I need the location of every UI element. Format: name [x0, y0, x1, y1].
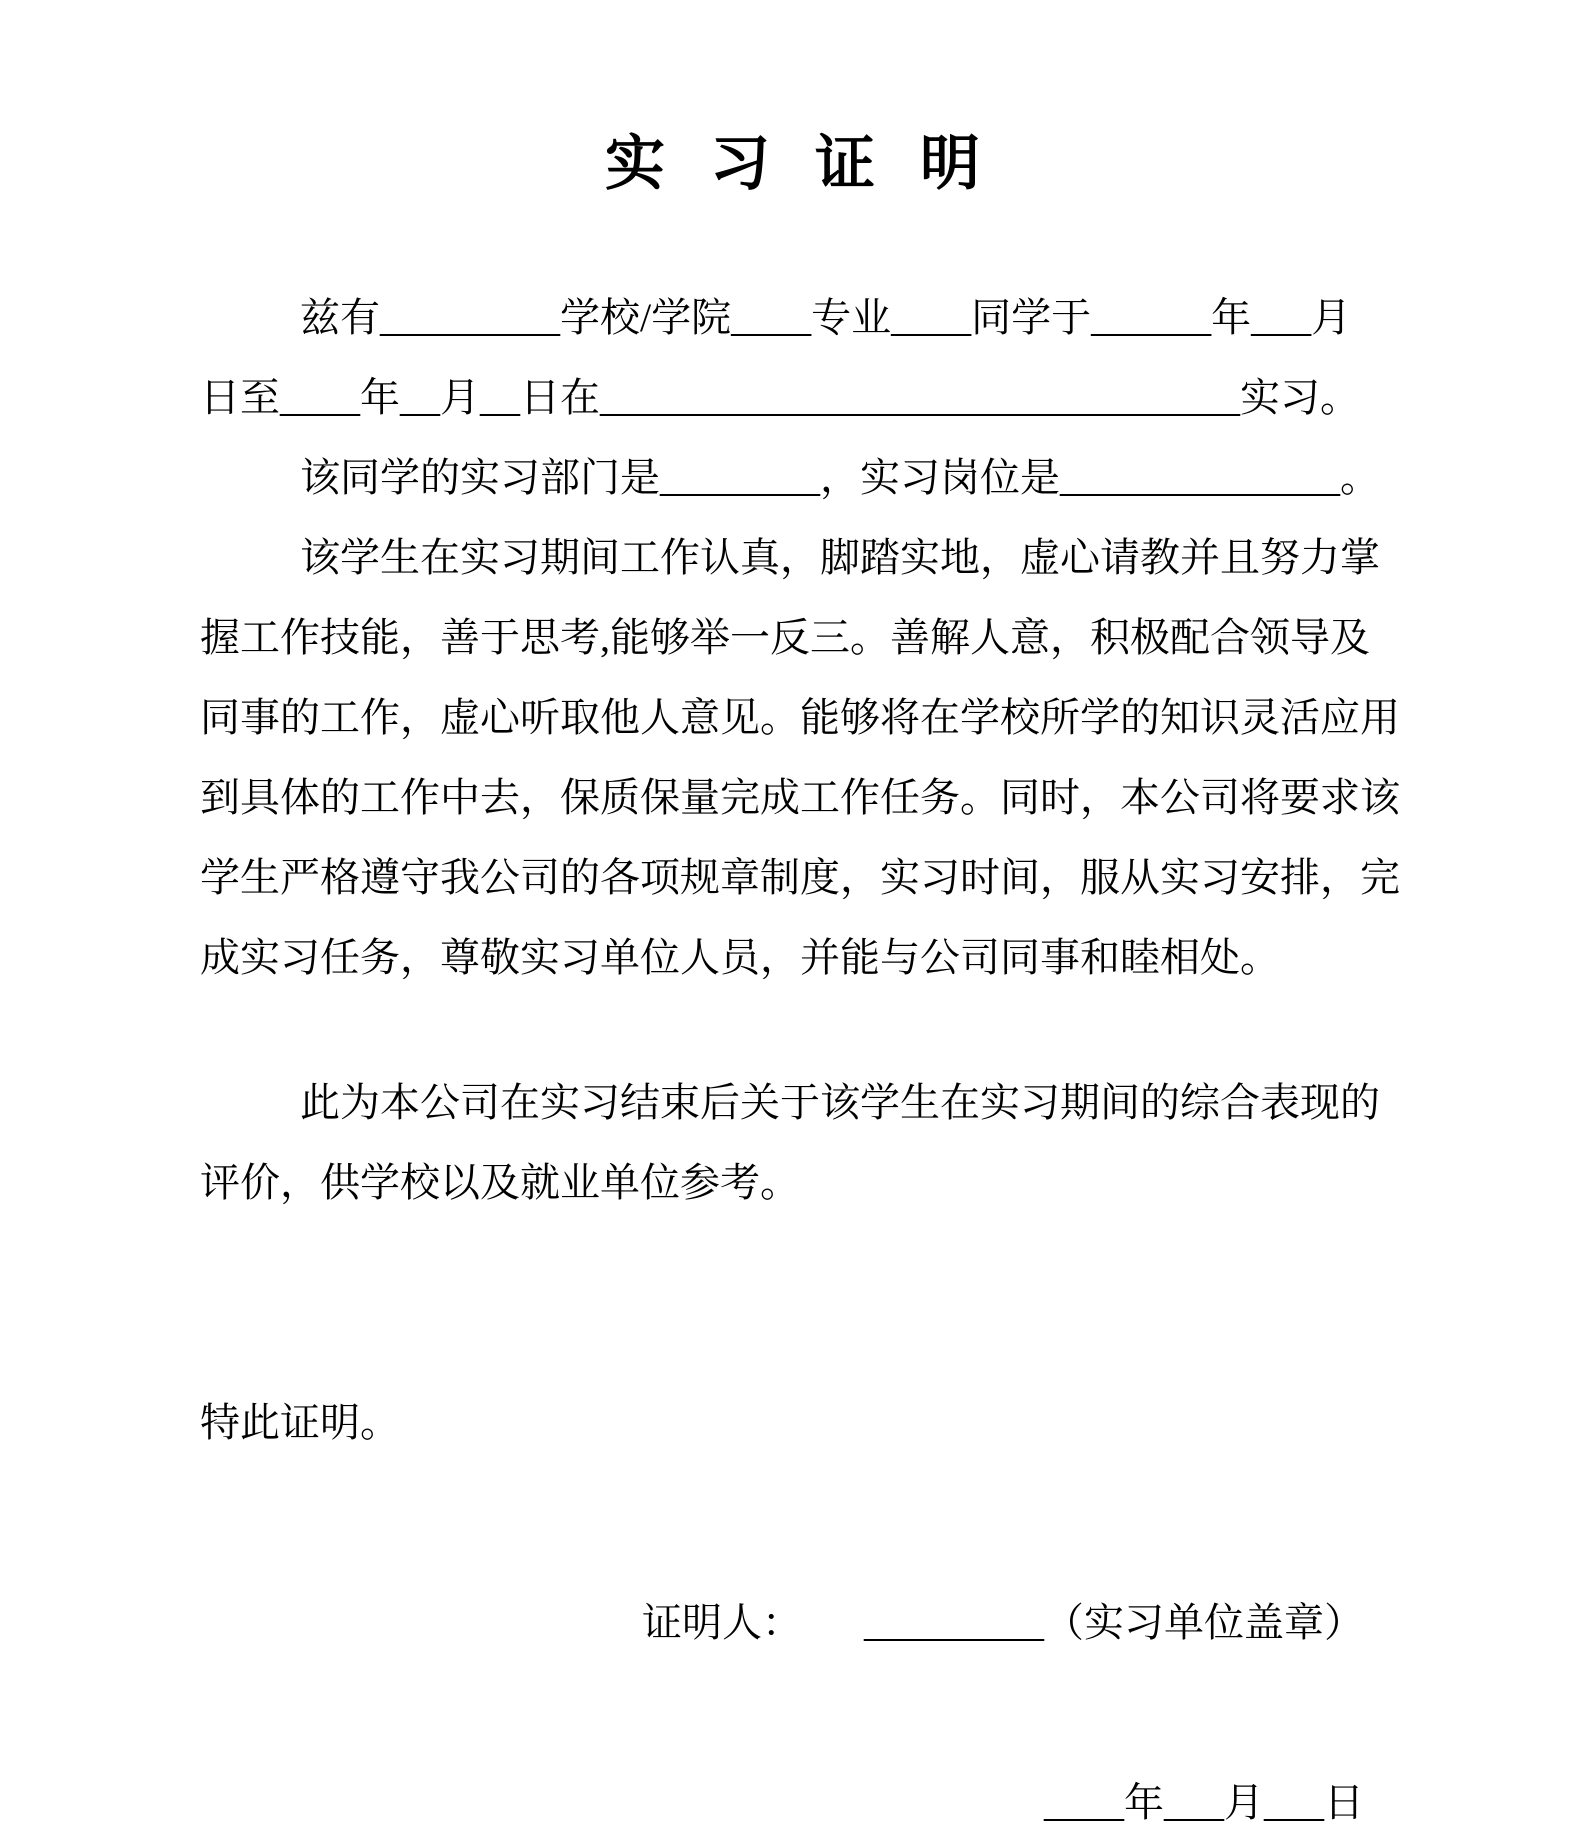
- evaluation-paragraph: [200, 518, 1400, 998]
- intro-line-2: 日至____年__月__日在________________________________实习。: [200, 375, 1360, 420]
- summary-line: 此为本公司在实习结束后关于该学生在实习期间的综合表现的: [300, 1080, 1380, 1125]
- summary-line: 评价，供学校以及就业单位参考。: [200, 1160, 800, 1205]
- intro-paragraph: [200, 278, 1400, 438]
- evaluation-line: 成实习任务，尊敬实习单位人员，并能与公司同事和睦相处。: [200, 935, 1280, 980]
- evaluation-line: 握工作技能，善于思考,能够举一反三。善解人意，积极配合领导及: [200, 615, 1370, 660]
- intro-line-1: 兹有_________学校/学院____专业____同学于______年___月: [300, 295, 1352, 340]
- evaluation-line: 该学生在实习期间工作认真，脚踏实地，虚心请教并且努力掌: [300, 535, 1380, 580]
- summary-paragraph: [200, 1063, 1400, 1223]
- evaluation-line: 到具体的工作中去，保质保量完成工作任务。同时，本公司将要求该: [200, 775, 1400, 820]
- signature-line: [200, 1583, 1400, 1663]
- closing-block: [200, 1383, 1400, 1463]
- closing-line: 特此证明。: [200, 1400, 400, 1445]
- date-line: ____年___月___日: [1044, 1780, 1364, 1825]
- evaluation-line: 学生严格遵守我公司的各项规章制度，实习时间，服从实习安排，完: [200, 855, 1400, 900]
- position-line: 该同学的实习部门是________，实习岗位是______________。: [300, 455, 1380, 500]
- evaluation-line: 同事的工作，虚心听取他人意见。能够将在学校所学的知识灵活应用: [200, 695, 1400, 740]
- page-title: 实 习 证 明: [605, 131, 995, 197]
- certifier-blank: _________: [864, 1600, 1044, 1645]
- certifier-label: 证明人：: [642, 1600, 802, 1645]
- stamp-note: （实习单位盖章）: [1044, 1600, 1364, 1645]
